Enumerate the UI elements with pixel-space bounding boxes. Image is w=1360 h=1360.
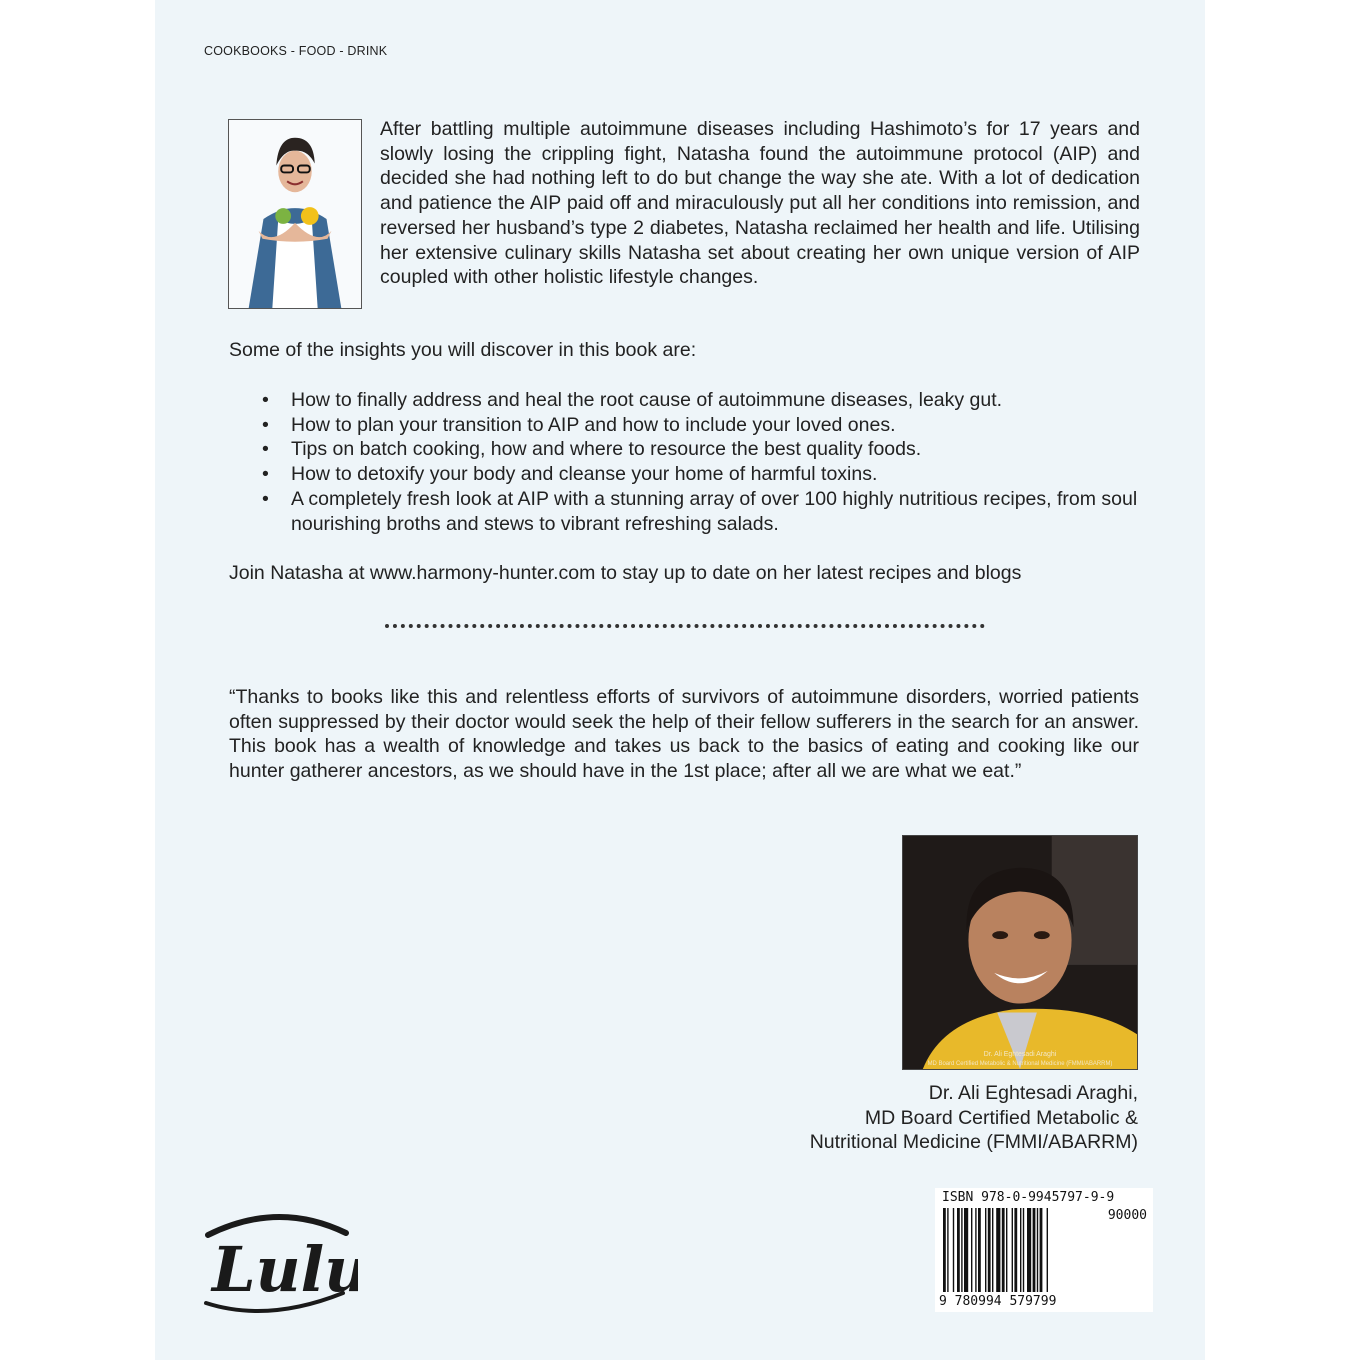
- photo-caption-name: Dr. Ali Eghtesadi Araghi: [983, 1051, 1057, 1059]
- dotted-divider: [385, 624, 985, 636]
- bullet-icon: •: [262, 413, 269, 436]
- insights-heading: Some of the insights you will discover in this book are:: [229, 339, 697, 361]
- bullet-icon: •: [262, 438, 269, 461]
- list-item-text: How to plan your transition to AIP and how to include your loved ones.: [291, 413, 896, 436]
- website-invitation: Join Natasha at www.harmony-hunter.com to stay up to date on her latest recipes and blogs: [229, 562, 1022, 584]
- signature-specialty: Nutritional Medicine (FMMI/ABARRM): [809, 1131, 1138, 1154]
- list-item: [262, 462, 1142, 487]
- barcode-digits: 9 780994 579799: [939, 1294, 1057, 1309]
- insights-list: [262, 388, 1142, 536]
- bullet-icon: •: [262, 487, 269, 510]
- photo-caption-credentials: MD Board Certified Metabolic & Nutritional Medicine (FMMI/ABARRM): [927, 1061, 1113, 1068]
- list-item: [262, 437, 1142, 462]
- author-photo: [228, 119, 362, 309]
- endorsement-quote: “Thanks to books like this and relentless efforts of survivors of autoimmune disorders, worried patients often suppressed by their doctor would seek the help of their fellow sufferers in the search for an answer. This book has a wealth of knowledge and takes us back to the basics of eating and cooking like our hunter gatherer ancestors, as we should have in the 1st place; after all we are what we eat.”: [229, 686, 1139, 783]
- lulu-logo: [198, 1205, 358, 1315]
- list-item: [262, 388, 1142, 413]
- list-item: [262, 487, 1142, 536]
- bullet-icon: •: [262, 389, 269, 411]
- list-item-text: A completely fresh look at AIP with a stunning array of over 100 highly nutritious recipes, from soul nourishing broths and stews to vibrant refreshing salads.: [291, 487, 1138, 535]
- lulu-wordmark: Lulu: [212, 1233, 358, 1306]
- list-item-text: How to detoxify your body and cleanse your home of harmful toxins.: [291, 463, 878, 486]
- isbn-label: ISBN 978-0-9945797-9-9: [942, 1190, 1115, 1205]
- category-label: COOKBOOKS - FOOD - DRINK: [204, 44, 388, 58]
- list-item-text: How to finally address and heal the root cause of autoimmune diseases, leaky gut.: [291, 389, 1003, 411]
- doctor-photo: [902, 835, 1138, 1070]
- list-item: [262, 413, 1142, 438]
- barcode-bars: [941, 1208, 1081, 1294]
- isbn-barcode: [935, 1188, 1153, 1312]
- author-bio: After battling multiple autoimmune diseases including Hashimoto’s for 17 years and slowly losing the crippling fight, Natasha found the autoimmune protocol (AIP) and decided she had nothing left to do but change the way she ate. With a lot of dedication and patience the AIP paid off and miraculously put all her conditions into remission, and reversed her husband’s type 2 diabetes, Natasha reclaimed her health and life. Utilising her extensive culinary skills Natasha set about creating her own unique version of AIP coupled with other holistic lifestyle changes.: [380, 118, 1140, 289]
- endorser-signature: [810, 1081, 1138, 1155]
- price-code: 90000: [1107, 1208, 1147, 1223]
- signature-title: MD Board Certified Metabolic &: [864, 1106, 1138, 1129]
- bullet-icon: •: [262, 463, 269, 486]
- list-item-text: Tips on batch cooking, how and where to resource the best quality foods.: [291, 438, 922, 461]
- signature-name: Dr. Ali Eghtesadi Araghi,: [928, 1082, 1138, 1104]
